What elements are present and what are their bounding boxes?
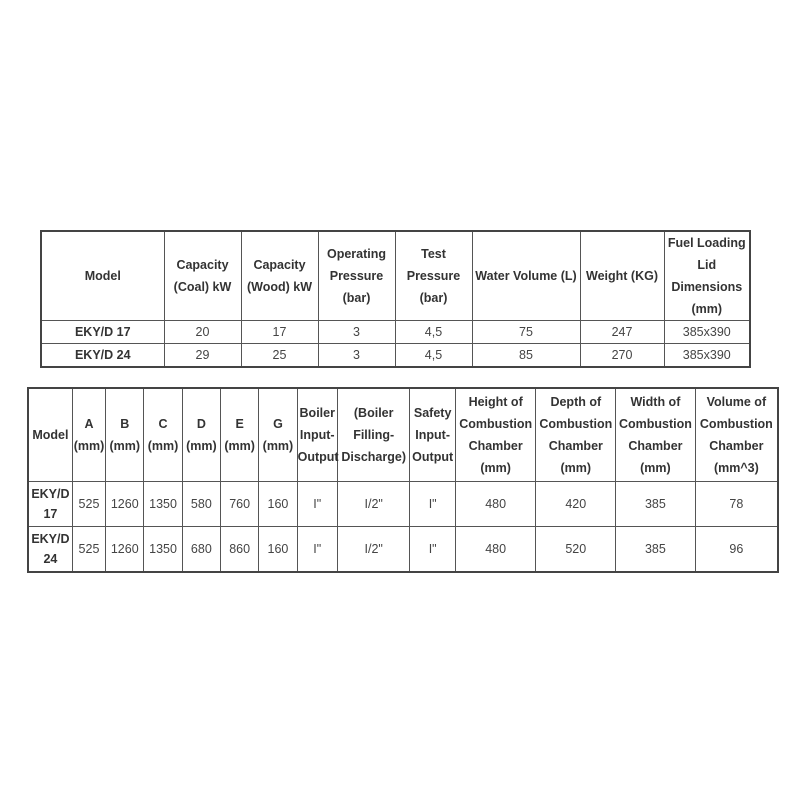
table-cell: 525 bbox=[72, 527, 105, 573]
table-cell: 160 bbox=[259, 482, 297, 527]
spec-header-cell: Test Pressure (bar) bbox=[395, 231, 472, 321]
dim-header-cell: Model bbox=[28, 388, 72, 482]
table-cell: 4,5 bbox=[395, 321, 472, 344]
spec-header-cell: Water Volume (L) bbox=[472, 231, 580, 321]
table-cell: 580 bbox=[182, 482, 220, 527]
dim-header-cell: E (mm) bbox=[221, 388, 259, 482]
table-cell: 247 bbox=[580, 321, 664, 344]
table-cell: I" bbox=[410, 482, 455, 527]
table-cell: 1350 bbox=[144, 482, 182, 527]
table-cell: 17 bbox=[241, 321, 318, 344]
model-cell: EKY/D 17 bbox=[28, 482, 72, 527]
model-cell: EKY/D 24 bbox=[28, 527, 72, 573]
dim-header-cell: C (mm) bbox=[144, 388, 182, 482]
table-row bbox=[28, 482, 778, 527]
spec-header-cell: Capacity (Wood) kW bbox=[241, 231, 318, 321]
table-cell: 680 bbox=[182, 527, 220, 573]
table-cell: 1350 bbox=[144, 527, 182, 573]
table-cell: 520 bbox=[536, 527, 616, 573]
table-cell: 420 bbox=[536, 482, 616, 527]
table-cell: 4,5 bbox=[395, 344, 472, 368]
table-cell: 29 bbox=[164, 344, 241, 368]
table-cell: 85 bbox=[472, 344, 580, 368]
table-cell: I/2" bbox=[337, 527, 410, 573]
dim-header-cell: B (mm) bbox=[106, 388, 144, 482]
table-row bbox=[41, 344, 750, 368]
dim-header-cell: Boiler Input-Output bbox=[297, 388, 337, 482]
table-cell: I" bbox=[297, 482, 337, 527]
dim-header-cell: D (mm) bbox=[182, 388, 220, 482]
table-cell: 25 bbox=[241, 344, 318, 368]
table-cell: 385x390 bbox=[664, 344, 750, 368]
table-cell: 3 bbox=[318, 321, 395, 344]
table-cell: I/2" bbox=[337, 482, 410, 527]
table-cell: 1260 bbox=[106, 527, 144, 573]
spec-header-cell: Capacity (Coal) kW bbox=[164, 231, 241, 321]
table-cell: 20 bbox=[164, 321, 241, 344]
spec-header-cell: Model bbox=[41, 231, 164, 321]
dim-header-cell: Safety Input-Output bbox=[410, 388, 455, 482]
table-cell: 385 bbox=[616, 482, 696, 527]
table-cell: 385 bbox=[616, 527, 696, 573]
dim-header-cell: Depth of Combustion Chamber (mm) bbox=[536, 388, 616, 482]
table-cell: 96 bbox=[695, 527, 778, 573]
boiler-specifications-table bbox=[40, 230, 751, 368]
dim-header-cell: Height of Combustion Chamber (mm) bbox=[455, 388, 536, 482]
table-row bbox=[28, 527, 778, 573]
table-cell: 78 bbox=[695, 482, 778, 527]
spec-header-cell: Fuel Loading Lid Dimensions (mm) bbox=[664, 231, 750, 321]
table-cell: 160 bbox=[259, 527, 297, 573]
table-cell: 480 bbox=[455, 482, 536, 527]
table-cell: I" bbox=[410, 527, 455, 573]
dim-header-cell: G (mm) bbox=[259, 388, 297, 482]
table-cell: 385x390 bbox=[664, 321, 750, 344]
dim-header-cell: (Boiler Filling-Discharge) bbox=[337, 388, 410, 482]
table-cell: 525 bbox=[72, 482, 105, 527]
table-cell: 480 bbox=[455, 527, 536, 573]
model-cell: EKY/D 17 bbox=[41, 321, 164, 344]
dim-header-cell: Volume of Combustion Chamber (mm^3) bbox=[695, 388, 778, 482]
spec-header-cell: Weight (KG) bbox=[580, 231, 664, 321]
boiler-dimensions-table bbox=[27, 387, 779, 573]
table-cell: 860 bbox=[221, 527, 259, 573]
dim-header-cell: A (mm) bbox=[72, 388, 105, 482]
table-cell: 760 bbox=[221, 482, 259, 527]
table-cell: 75 bbox=[472, 321, 580, 344]
table-cell: 1260 bbox=[106, 482, 144, 527]
spec-header-cell: Operating Pressure (bar) bbox=[318, 231, 395, 321]
dim-header-row bbox=[28, 388, 778, 482]
model-cell: EKY/D 24 bbox=[41, 344, 164, 368]
spec-header-row bbox=[41, 231, 750, 321]
table-cell: I" bbox=[297, 527, 337, 573]
table-cell: 3 bbox=[318, 344, 395, 368]
dim-header-cell: Width of Combustion Chamber (mm) bbox=[616, 388, 696, 482]
table-cell: 270 bbox=[580, 344, 664, 368]
table-row bbox=[41, 321, 750, 344]
